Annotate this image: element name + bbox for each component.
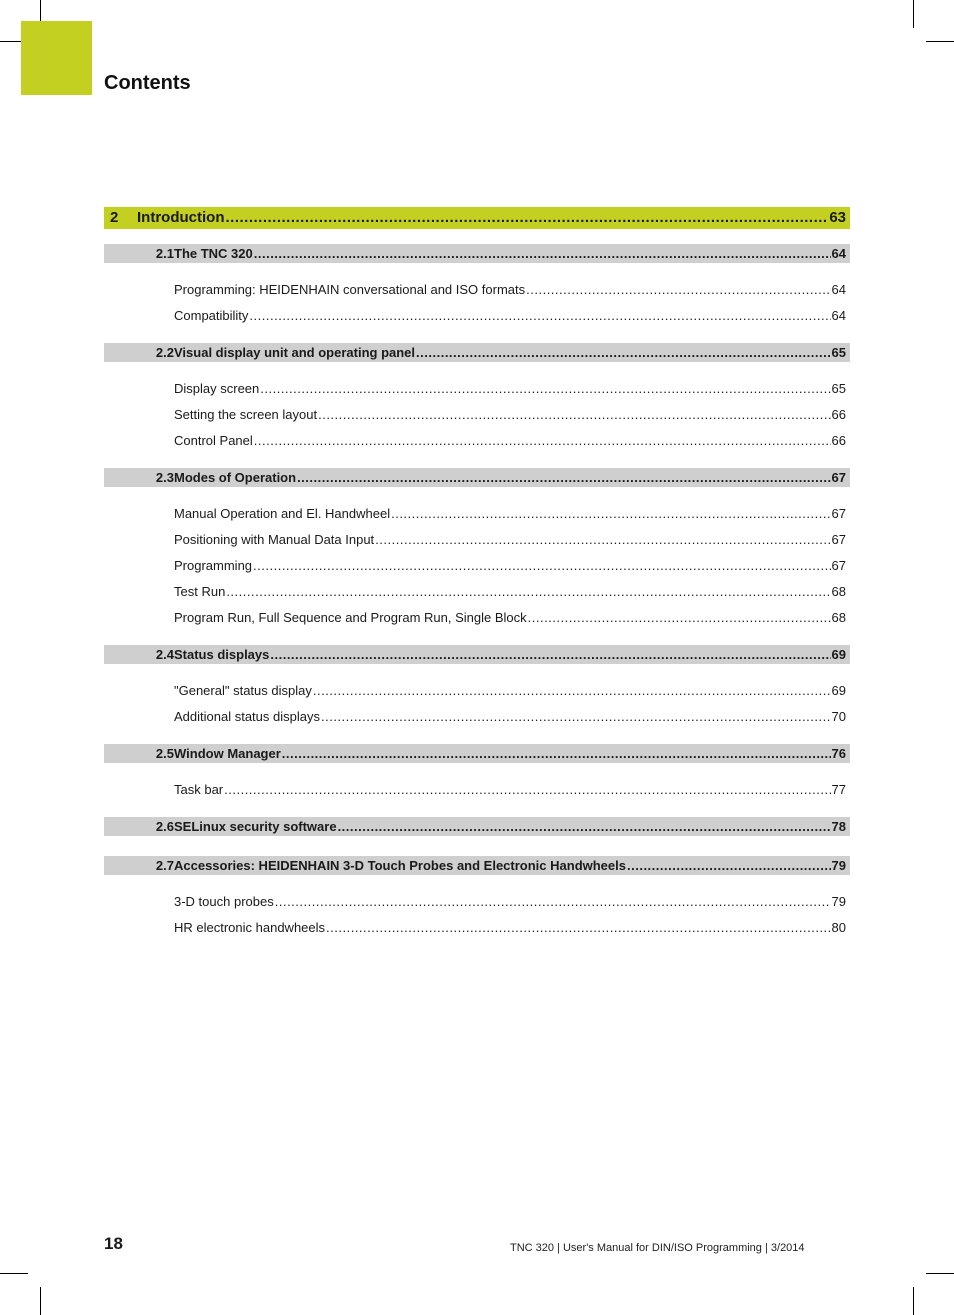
- section-page: 79: [831, 858, 846, 873]
- entry-page: 67: [831, 532, 846, 547]
- page-number: 18: [104, 1234, 123, 1253]
- entry-title: HR electronic handwheels: [174, 920, 326, 935]
- toc-entry-row[interactable]: [104, 307, 850, 325]
- toc-entry-row[interactable]: [104, 781, 850, 799]
- section-title: Accessories: HEIDENHAIN 3-D Touch Probes and Electronic Handwheels: [174, 858, 626, 873]
- entry-page: 67: [831, 558, 846, 573]
- toc-entry-row[interactable]: [104, 531, 850, 549]
- entry-title: "General" status display: [174, 683, 312, 698]
- toc-entry-row[interactable]: [104, 406, 850, 424]
- leader-dots: [225, 207, 828, 229]
- entry-page: 79: [831, 894, 846, 909]
- accent-square: [21, 21, 92, 95]
- leader-dots: [375, 531, 830, 549]
- section-title: Visual display unit and operating panel: [174, 345, 416, 360]
- toc-chapter-row[interactable]: [104, 207, 850, 229]
- section-page: 78: [831, 819, 846, 834]
- toc-section-row[interactable]: [104, 817, 850, 836]
- crop-mark: [926, 1273, 954, 1274]
- leader-dots: [226, 583, 830, 601]
- entry-title: Program Run, Full Sequence and Program Run, Single Block: [174, 610, 527, 625]
- entry-title: Positioning with Manual Data Input: [174, 532, 375, 547]
- toc-section-row[interactable]: [104, 343, 850, 362]
- entry-title: Setting the screen layout: [174, 407, 318, 422]
- leader-dots: [321, 708, 831, 726]
- section-page: 69: [831, 647, 846, 662]
- leader-dots: [326, 919, 831, 937]
- leader-dots: [338, 817, 831, 836]
- entry-page: 66: [831, 407, 846, 422]
- leader-dots: [260, 380, 830, 398]
- entry-page: 68: [831, 610, 846, 625]
- entry-page: 68: [831, 584, 846, 599]
- entry-title: Test Run: [174, 584, 226, 599]
- entry-title: Display screen: [174, 381, 260, 396]
- toc-entry-row[interactable]: [104, 893, 850, 911]
- crop-mark: [40, 1287, 41, 1315]
- section-page: 67: [831, 470, 846, 485]
- entry-page: 66: [831, 433, 846, 448]
- footer-text: TNC 320 | User's Manual for DIN/ISO Programming | 3/2014: [510, 1242, 805, 1254]
- entry-title: Task bar: [174, 782, 224, 797]
- leader-dots: [297, 468, 830, 487]
- entry-title: Control Panel: [174, 433, 253, 448]
- section-page: 65: [831, 345, 846, 360]
- crop-mark: [0, 41, 21, 42]
- crop-mark: [40, 0, 41, 21]
- section-number: 2.1: [155, 246, 174, 261]
- toc-entry-row[interactable]: [104, 609, 850, 627]
- leader-dots: [528, 609, 831, 627]
- crop-mark: [926, 41, 954, 42]
- section-title: Modes of Operation: [174, 470, 297, 485]
- toc-section-row[interactable]: [104, 645, 850, 664]
- entry-page: 65: [831, 381, 846, 396]
- toc-section-row[interactable]: [104, 744, 850, 763]
- toc-section-row[interactable]: [104, 856, 850, 875]
- section-number: 2.3: [155, 470, 174, 485]
- entry-page: 80: [831, 920, 846, 935]
- leader-dots: [253, 557, 831, 575]
- toc-section-row[interactable]: [104, 468, 850, 487]
- toc-entry-row[interactable]: [104, 281, 850, 299]
- leader-dots: [224, 781, 830, 799]
- section-title: The TNC 320: [174, 246, 253, 261]
- entry-page: 64: [831, 308, 846, 323]
- leader-dots: [526, 281, 830, 299]
- crop-mark: [913, 0, 914, 28]
- leader-dots: [254, 244, 831, 263]
- leader-dots: [391, 505, 830, 523]
- toc-section-row[interactable]: [104, 244, 850, 263]
- entry-page: 70: [831, 709, 846, 724]
- toc-entry-row[interactable]: [104, 919, 850, 937]
- leader-dots: [275, 893, 831, 911]
- leader-dots: [249, 307, 830, 325]
- entry-title: Compatibility: [174, 308, 249, 323]
- toc-entry-row[interactable]: [104, 432, 850, 450]
- crop-mark: [0, 1273, 28, 1274]
- toc-entry-row[interactable]: [104, 708, 850, 726]
- section-number: 2.6: [155, 819, 174, 834]
- leader-dots: [254, 432, 831, 450]
- entry-page: 67: [831, 506, 846, 521]
- leader-dots: [416, 343, 831, 362]
- chapter-number: 2: [110, 209, 119, 226]
- section-number: 2.5: [155, 746, 174, 761]
- section-number: 2.7: [155, 858, 174, 873]
- chapter-page: 63: [829, 209, 846, 226]
- section-number: 2.2: [155, 345, 174, 360]
- entry-title: Additional status displays: [174, 709, 320, 724]
- entry-page: 69: [831, 683, 846, 698]
- section-page: 76: [831, 746, 846, 761]
- entry-title: Manual Operation and El. Handwheel: [174, 506, 391, 521]
- toc-entry-row[interactable]: [104, 380, 850, 398]
- toc-entry-row[interactable]: [104, 583, 850, 601]
- section-number: 2.4: [155, 647, 174, 662]
- section-page: 64: [831, 246, 846, 261]
- entry-title: 3-D touch probes: [174, 894, 274, 909]
- toc-entry-row[interactable]: [104, 505, 850, 523]
- chapter-title: Introduction: [137, 209, 225, 226]
- section-title: Status displays: [174, 647, 270, 662]
- entry-page: 64: [831, 282, 846, 297]
- leader-dots: [282, 744, 831, 763]
- leader-dots: [318, 406, 830, 424]
- leader-dots: [270, 645, 830, 664]
- toc-entry-row[interactable]: [104, 557, 850, 575]
- section-title: Window Manager: [174, 746, 281, 761]
- entry-page: 77: [831, 782, 846, 797]
- leader-dots: [627, 856, 831, 875]
- entry-title: Programming: HEIDENHAIN conversational and ISO formats: [174, 282, 526, 297]
- crop-mark: [913, 1287, 914, 1315]
- leader-dots: [313, 682, 831, 700]
- toc-entry-row[interactable]: [104, 682, 850, 700]
- page-title: Contents: [104, 72, 191, 94]
- entry-title: Programming: [174, 558, 253, 573]
- section-title: SELinux security software: [174, 819, 337, 834]
